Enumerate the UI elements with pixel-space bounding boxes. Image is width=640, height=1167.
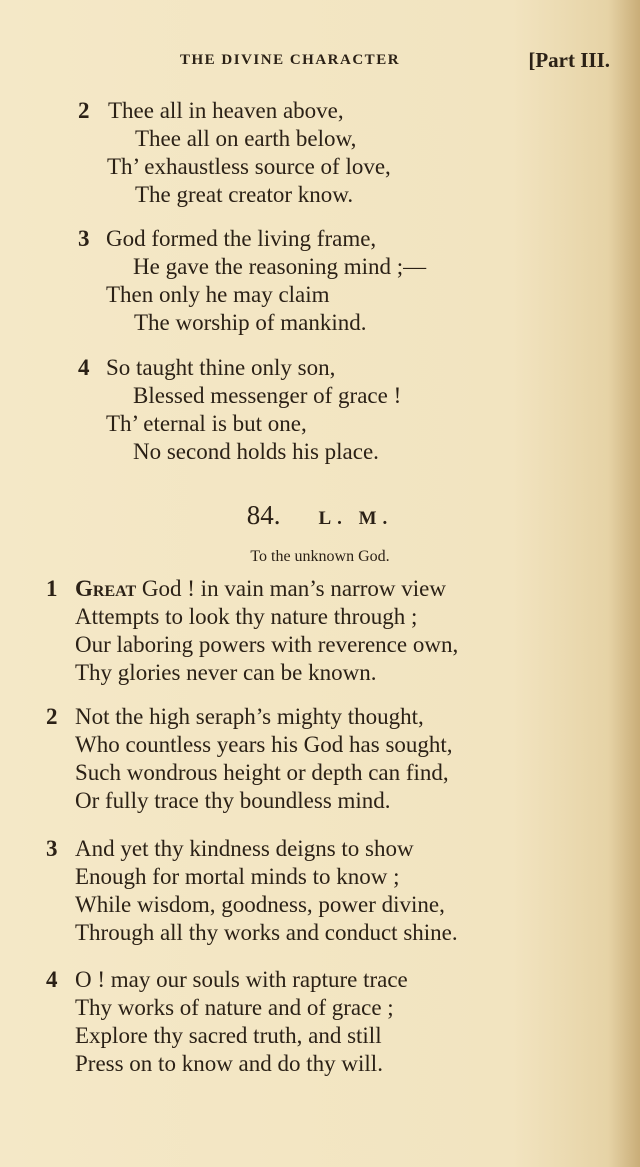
- stanza-line: Who countless years his God has sought,: [75, 732, 453, 757]
- stanza-line: Enough for mortal minds to know ;: [75, 864, 400, 889]
- stanza-number: 2: [78, 98, 90, 123]
- stanza-line: Explore thy sacred truth, and still: [75, 1023, 382, 1048]
- stanza-number: 3: [46, 836, 58, 861]
- stanza-line: O ! may our souls with rapture trace: [75, 967, 408, 992]
- stanza-number: 1: [46, 576, 58, 601]
- stanza-line: Our laboring powers with reverence own,: [75, 632, 459, 657]
- stanza-number: 4: [78, 355, 90, 380]
- stanza-line: God formed the living frame,: [106, 226, 377, 251]
- stanza-line: Th’ exhaustless source of love,: [107, 154, 391, 179]
- part-label: [Part III.: [528, 48, 610, 72]
- stanza-line: Or fully trace thy boundless mind.: [75, 788, 391, 813]
- stanza-line: The great creator know.: [135, 182, 354, 207]
- running-title: THE DIVINE CHARACTER: [180, 52, 401, 68]
- stanza-line: Thy glories never can be known.: [75, 660, 377, 685]
- hymn-number: 84.: [246, 500, 281, 530]
- stanza-number: 3: [78, 226, 90, 251]
- first-line-rest: God ! in vain man’s narrow view: [136, 576, 446, 601]
- hymn-subtitle: To the unknown God.: [250, 548, 390, 565]
- stanza-line: Attempts to look thy nature through ;: [75, 604, 418, 629]
- hymn-meter: L. M.: [318, 508, 394, 529]
- hymn-heading: [0, 500, 640, 531]
- stanza-line: Through all thy works and conduct shine.: [75, 920, 458, 945]
- stanza-line: Thee all in heaven above,: [108, 98, 344, 123]
- stanza-line: Thy works of nature and of grace ;: [75, 995, 394, 1020]
- stanza-line: The worship of mankind.: [134, 310, 367, 335]
- stanza-line: Not the high seraph’s mighty thought,: [75, 704, 424, 729]
- stanza-line-first: [75, 576, 446, 602]
- page-header: [180, 50, 610, 78]
- stanza-number: 2: [46, 704, 58, 729]
- stanza-line: And yet thy kindness deigns to show: [75, 836, 414, 861]
- drop-word: Great: [75, 576, 137, 601]
- stanza-line: Blessed messenger of grace !: [133, 383, 402, 408]
- stanza-line: So taught thine only son,: [106, 355, 336, 380]
- stanza-line: While wisdom, goodness, power divine,: [75, 892, 445, 917]
- stanza-line: He gave the reasoning mind ;—: [133, 254, 427, 279]
- stanza-line: Such wondrous height or depth can find,: [75, 760, 449, 785]
- stanza-number: 4: [46, 967, 58, 992]
- stanza-line: No second holds his place.: [133, 439, 379, 464]
- stanza-line: Thee all on earth below,: [135, 126, 357, 151]
- stanza-line: Then only he may claim: [106, 282, 330, 307]
- stanza-line: Press on to know and do thy will.: [75, 1051, 383, 1076]
- stanza-line: Th’ eternal is but one,: [106, 411, 307, 436]
